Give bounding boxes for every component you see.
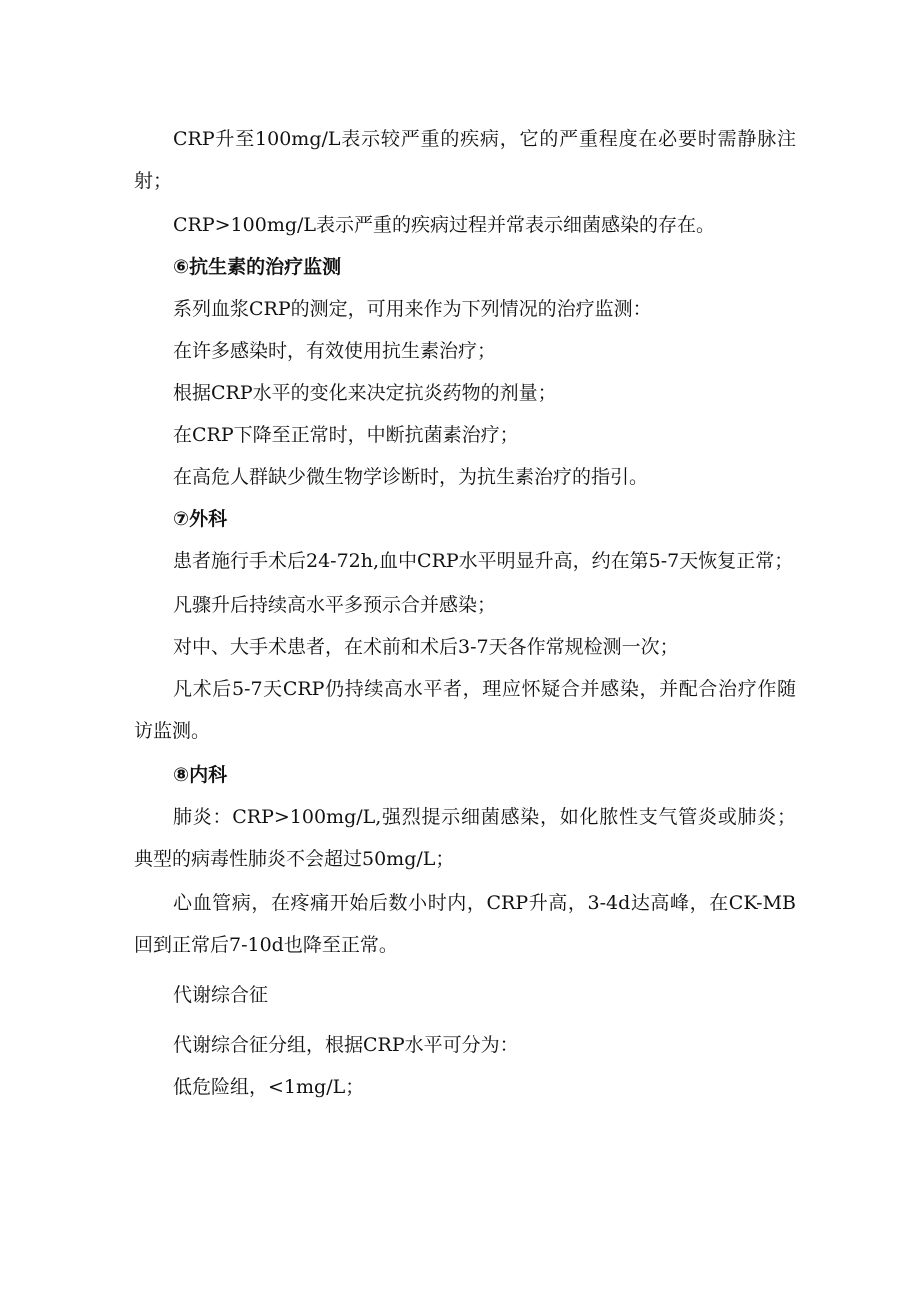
- document-body: [134, 118, 796, 1108]
- heading-surgery: ⑦外科: [173, 508, 228, 530]
- heading-antibiotic-monitoring: ⑥抗生素的治疗监测: [173, 256, 342, 278]
- heading-internal-medicine: ⑧内科: [173, 764, 228, 786]
- paragraph-low-risk: 低危险组，<1mg/L；: [173, 1076, 365, 1098]
- paragraph-dose-adjust: 根据CRP水平的变化来决定抗炎药物的剂量；: [173, 382, 557, 404]
- paragraph-serial-crp: 系列血浆CRP的测定，可用来作为下列情况的治疗监测：: [173, 298, 652, 320]
- paragraph-infection-antibiotics: 在许多感染时，有效使用抗生素治疗；: [173, 340, 497, 362]
- paragraph-routine-testing: 对中、大手术患者，在术前和术后3-7天各作常规检测一次；: [173, 636, 679, 658]
- paragraph-metabolic-grouping: 代谢综合征分组，根据CRP水平可分为：: [173, 1034, 519, 1056]
- paragraph-metabolic-syndrome: 代谢综合征: [173, 984, 269, 1006]
- paragraph-high-risk-guidance: 在高危人群缺少微生物学诊断时，为抗生素治疗的指引。: [173, 466, 649, 488]
- paragraph-cardiovascular: 心血管病，在疼痛开始后数小时内，CRP升高，3-4d达高峰，在CK-MB回到正常后7-10d也降至正常。: [134, 892, 796, 956]
- paragraph-stop-antibiotics: 在CRP下降至正常时，中断抗菌素治疗；: [173, 424, 519, 446]
- paragraph-persistent-high: 凡术后5-7天CRP仍持续高水平者，理应怀疑合并感染，并配合治疗作随访监测。: [134, 678, 796, 742]
- paragraph-crp-over-100: CRP>100mg/L表示严重的疾病过程并常表示细菌感染的存在。: [173, 214, 716, 236]
- paragraph-pneumonia: 肺炎：CRP>100mg/L,强烈提示细菌感染，如化脓性支气管炎或肺炎；典型的病毒性肺炎不会超过50mg/L；: [134, 806, 796, 870]
- paragraph-sudden-rise: 凡骤升后持续高水平多预示合并感染；: [173, 594, 497, 616]
- paragraph-crp-100: CRP升至100mg/L表示较严重的疾病，它的严重程度在必要时需静脉注射；: [134, 128, 796, 192]
- paragraph-postop-crp: 患者施行手术后24-72h,血中CRP水平明显升高，约在第5-7天恢复正常；: [173, 550, 794, 572]
